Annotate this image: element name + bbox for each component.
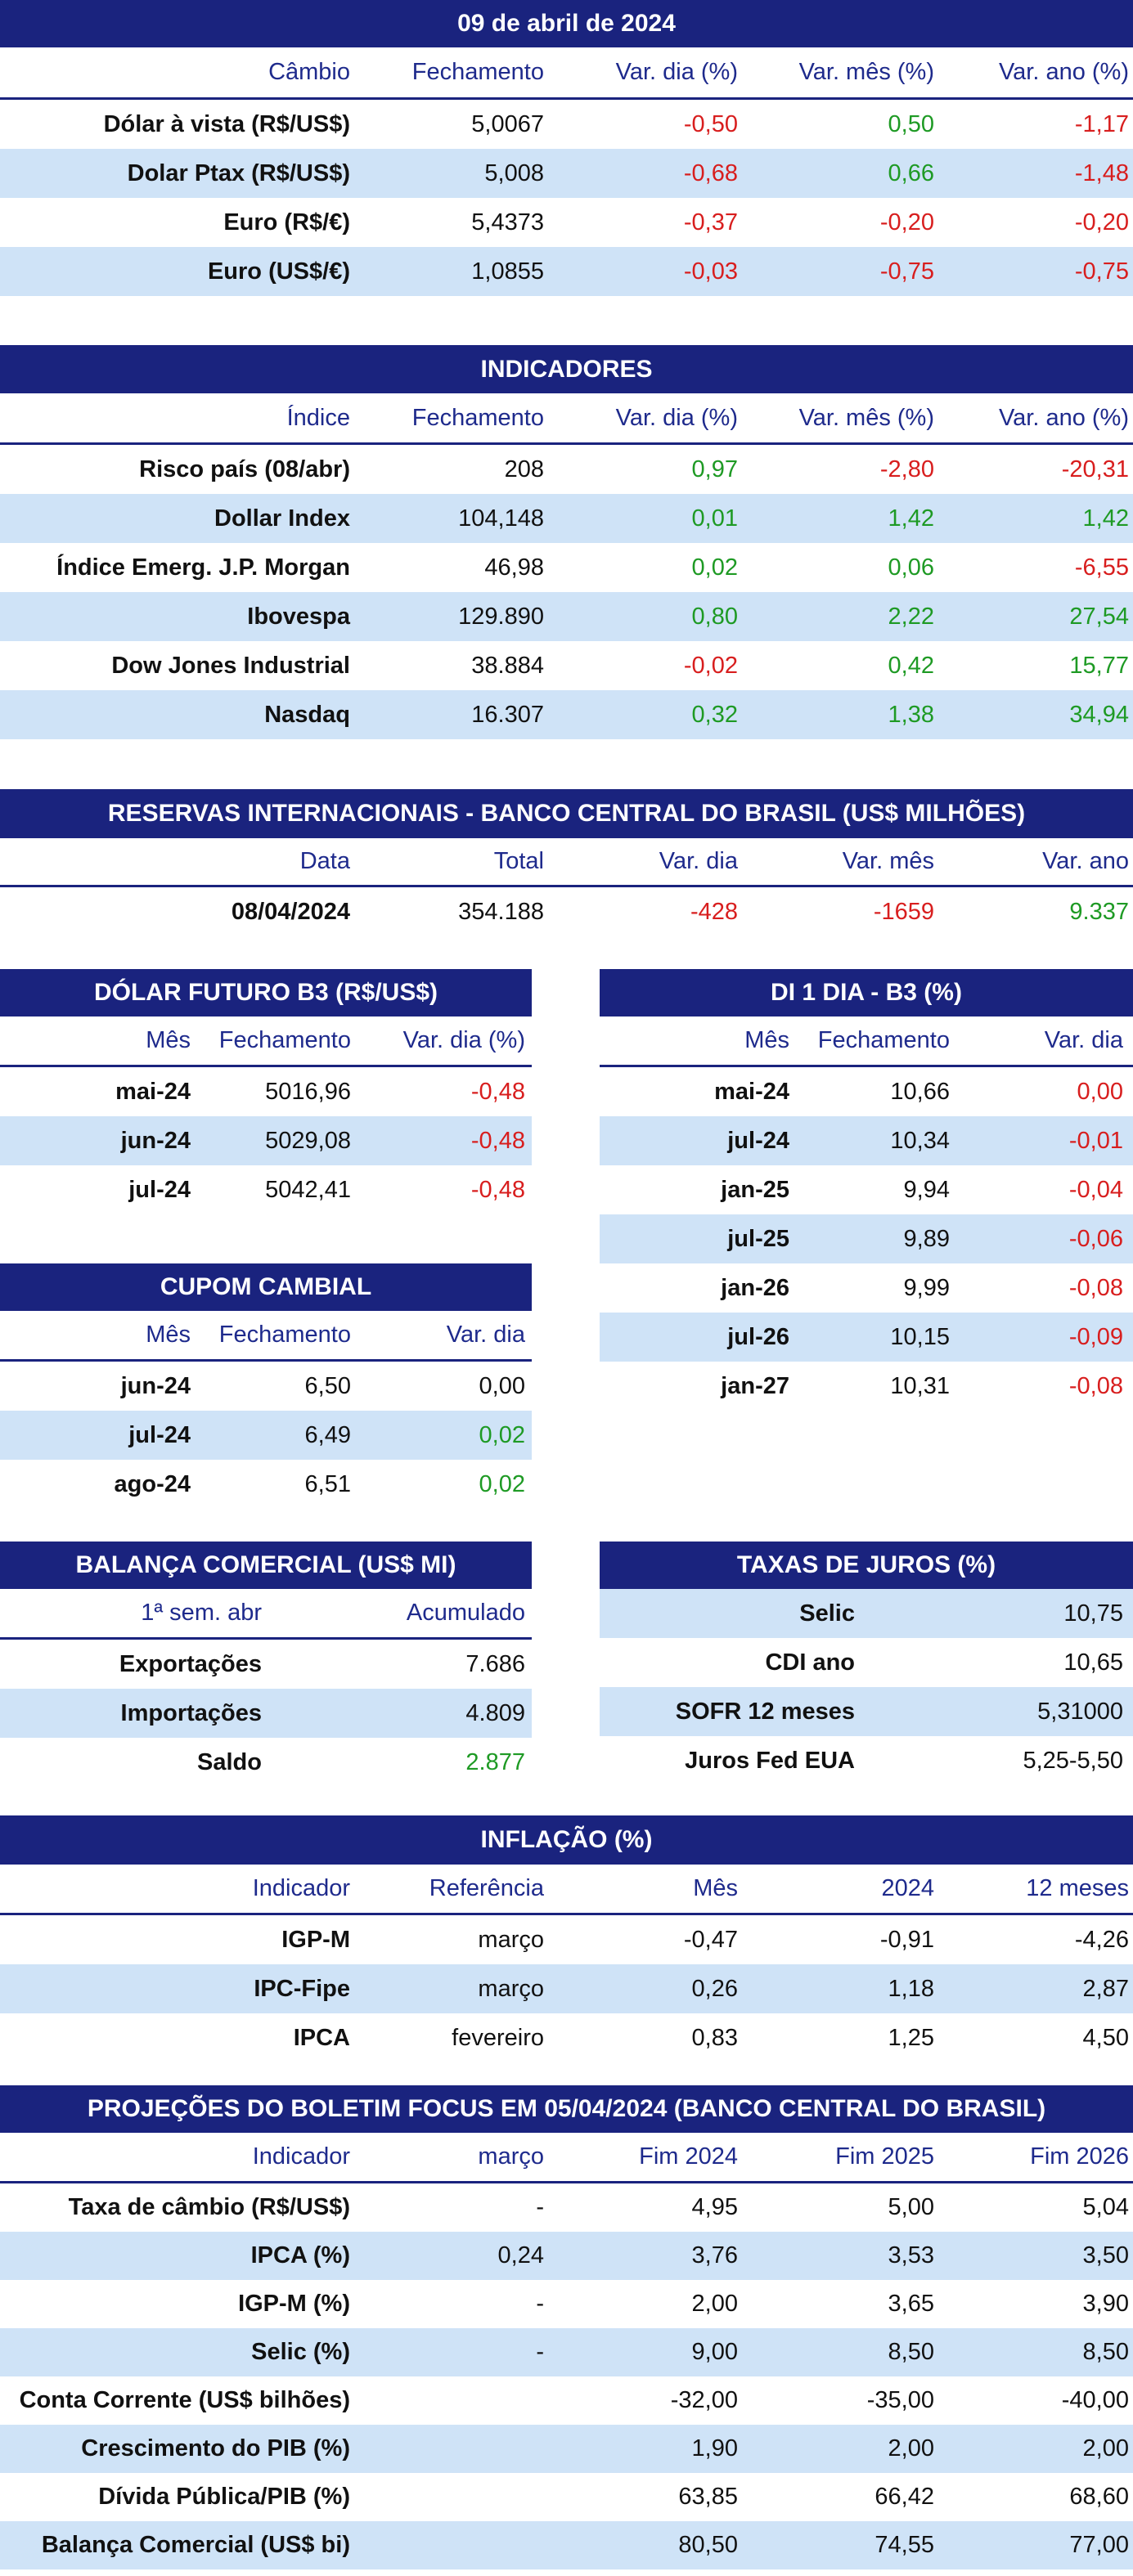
balanca-comercial-rows [0,1640,532,1787]
closing-value: 6,49 [304,1421,351,1448]
end-2025-value: 3,65 [888,2291,934,2317]
month-label: jan-25 [721,1176,789,1203]
reservas-title: RESERVAS INTERNACIONAIS - BANCO CENTRAL DO BRASIL (US$ MILHÕES) [0,789,1133,838]
row-label: Índice Emerg. J.P. Morgan [56,554,350,581]
accumulated-value: 2.877 [465,1748,525,1775]
table-row [0,1165,532,1214]
row-label: Ibovespa [247,603,350,630]
end-2026-value: 3,90 [1082,2291,1129,2317]
table-row [600,1313,1133,1362]
table-row [0,100,1133,149]
di1-column-headers [600,1016,1133,1067]
table-row [0,2328,1133,2376]
row-label: IPC-Fipe [254,1975,350,2002]
column-header: Fechamento [411,59,544,85]
closing-value: 5,4373 [471,209,544,236]
table-row [0,1689,532,1738]
column-header: Acumulado [406,1600,525,1626]
reference-value: fevereiro [452,2024,544,2051]
row-label: Importações [120,1699,262,1726]
day-change: -0,08 [1068,1274,1123,1301]
year-change: 1,42 [1082,505,1129,532]
column-header: Fechamento [817,1027,950,1053]
month-change: 0,50 [888,110,934,137]
month-change: -0,20 [879,209,934,236]
table-row [0,494,1133,543]
month-change: 1,38 [888,701,934,728]
column-header: Câmbio [268,59,350,85]
closing-value: 46,98 [484,554,544,581]
reference-value: março [478,1975,544,2002]
day-change: 0,02 [479,1421,525,1448]
inflacao-rows [0,1915,1133,2062]
table-row [0,690,1133,739]
year-change: -1,48 [1074,159,1129,186]
month-change: 0,66 [888,159,934,186]
row-label: Taxa de câmbio (R$/US$) [68,2194,350,2220]
day-change: 0,97 [691,456,738,482]
row-label: Dow Jones Industrial [111,652,350,679]
year-change: 34,94 [1069,701,1129,728]
total-value: 354.188 [458,898,544,925]
row-label: Dolar Ptax (R$/US$) [127,159,350,186]
column-header: Fechamento [218,1027,351,1053]
closing-value: 6,51 [304,1470,351,1497]
month-value: -0,47 [683,1926,738,1953]
row-label: Saldo [197,1748,262,1775]
column-header: 1ª sem. abr [141,1600,262,1626]
closing-value: 10,15 [890,1323,950,1350]
table-row [0,887,1133,936]
cambio-title: 09 de abril de 2024 [0,0,1133,47]
indicadores-rows [0,445,1133,739]
column-header: Var. dia [446,1322,525,1348]
closing-value: 208 [504,456,544,482]
column-header: Fim 2026 [1030,2143,1129,2170]
closing-value: 104,148 [458,505,544,532]
table-row [600,1736,1133,1785]
table-row [600,1638,1133,1687]
end-2025-value: 5,00 [888,2194,934,2220]
closing-value: 5042,41 [265,1176,351,1203]
table-row [0,1738,532,1787]
table-row [0,2280,1133,2328]
inflacao-title: INFLAÇÃO (%) [0,1815,1133,1865]
end-2024-value: 2,00 [691,2291,738,2317]
march-value: 0,24 [497,2242,544,2269]
table-row [600,1214,1133,1263]
month-label: jun-24 [120,1127,191,1154]
rate-value: 10,65 [1063,1649,1123,1676]
accumulated-value: 7.686 [465,1650,525,1677]
column-header: Indicador [252,2143,350,2170]
column-header: Var. dia (%) [615,404,738,431]
column-header: Mês [744,1027,789,1053]
end-2026-value: 77,00 [1069,2532,1129,2558]
cupom-cambial-column-headers [0,1311,532,1362]
day-change: 0,00 [1077,1078,1123,1105]
end-2024-value: 4,95 [691,2194,738,2220]
year-change: -0,75 [1074,258,1129,285]
month-value: 0,83 [691,2024,738,2051]
taxas-juros-table [600,1542,1133,1787]
table-row [0,641,1133,690]
end-2024-value: 1,90 [691,2435,738,2462]
closing-value: 10,31 [890,1372,950,1399]
row-label: Selic (%) [251,2339,350,2365]
dolar-futuro-rows [0,1067,532,1214]
year-change: -1,17 [1074,110,1129,137]
table-row [0,445,1133,494]
indicadores-table [0,345,1133,742]
month-change: -0,75 [879,258,934,285]
table-row [0,2425,1133,2473]
indicadores-title: INDICADORES [0,345,1133,393]
end-2025-value: -35,00 [866,2387,934,2413]
column-header: Fim 2024 [639,2143,738,2170]
end-2024-value: 3,76 [691,2242,738,2269]
month-change: 1,42 [888,505,934,532]
day-change: -0,01 [1068,1127,1123,1154]
month-label: jun-24 [120,1372,191,1399]
table-row [0,2376,1133,2425]
end-2024-value: 80,50 [678,2532,738,2558]
closing-value: 5,0067 [471,110,544,137]
di1-rows [600,1067,1133,1411]
cambio-column-headers [0,47,1133,100]
closing-value: 9,89 [903,1225,950,1252]
table-row [600,1687,1133,1736]
inflacao-column-headers [0,1865,1133,1915]
day-change: -0,08 [1068,1372,1123,1399]
column-header: Fechamento [218,1322,351,1348]
column-header: Fim 2025 [835,2143,934,2170]
column-header: Var. dia (%) [615,59,738,85]
cupom-cambial-title: CUPOM CAMBIAL [0,1263,532,1311]
column-header: Mês [693,1875,738,1901]
end-2026-value: 8,50 [1082,2339,1129,2365]
month-value: 0,26 [691,1975,738,2002]
rate-value: 5,25-5,50 [1023,1747,1123,1774]
day-change: -0,03 [683,258,738,285]
focus-rows [0,2183,1133,2569]
month-label: jan-27 [721,1372,789,1399]
indicadores-column-headers [0,393,1133,445]
year-change: -20,31 [1061,456,1129,482]
taxas-juros-title: TAXAS DE JUROS (%) [600,1542,1133,1589]
table-row [0,149,1133,198]
table-row [600,1165,1133,1214]
rate-value: 5,31000 [1037,1698,1123,1725]
column-header: Var. mês (%) [798,59,934,85]
column-header: Mês [146,1322,191,1348]
reservas-rows [0,887,1133,936]
row-label: IGP-M [281,1926,350,1953]
year-change: 9.337 [1069,898,1129,925]
focus-table [0,2085,1133,2576]
day-change: -0,68 [683,159,738,186]
table-row [0,1915,1133,1964]
balanca-comercial-title: BALANÇA COMERCIAL (US$ MI) [0,1542,532,1589]
day-change: 0,32 [691,701,738,728]
row-label: Nasdaq [264,701,350,728]
day-change: -0,04 [1068,1176,1123,1203]
end-2025-value: 2,00 [888,2435,934,2462]
balanca-comercial-table [0,1542,532,1787]
day-change: -0,48 [470,1176,525,1203]
table-row [0,2232,1133,2280]
table-row [0,2183,1133,2232]
closing-value: 129.890 [458,603,544,630]
di1-title: DI 1 DIA - B3 (%) [600,969,1133,1016]
row-label: CDI ano [765,1649,855,1676]
table-row [0,1640,532,1689]
year-value: 1,18 [888,1975,934,2002]
year-value: 1,25 [888,2024,934,2051]
closing-value: 9,94 [903,1176,950,1203]
cupom-cambial-table [0,1263,532,1509]
year-change: 15,77 [1069,652,1129,679]
day-change: -0,48 [470,1127,525,1154]
day-change: -0,02 [683,652,738,679]
column-header: Total [493,848,544,874]
row-label: Dívida Pública/PIB (%) [98,2484,350,2510]
march-value: - [536,2194,544,2220]
reservas-table [0,789,1133,940]
day-change: -0,37 [683,209,738,236]
column-header: 12 meses [1026,1875,1129,1901]
twelve-month-value: -4,26 [1074,1926,1129,1953]
end-2025-value: 8,50 [888,2339,934,2365]
table-row [0,1460,532,1509]
accumulated-value: 4.809 [465,1699,525,1726]
column-header: 2024 [881,1875,934,1901]
closing-value: 9,99 [903,1274,950,1301]
table-row [0,2473,1133,2521]
table-row [0,1116,532,1165]
end-2026-value: 68,60 [1069,2484,1129,2510]
end-2026-value: 5,04 [1082,2194,1129,2220]
column-header: Var. dia (%) [402,1027,525,1053]
row-label: Selic [799,1600,855,1627]
march-value: - [536,2339,544,2365]
month-label: jan-26 [721,1274,789,1301]
column-header: Var. dia [1044,1027,1123,1053]
date-value: 08/04/2024 [231,898,350,925]
end-2025-value: 66,42 [874,2484,934,2510]
row-label: IPCA (%) [250,2242,350,2269]
month-label: mai-24 [115,1078,191,1105]
closing-value: 10,66 [890,1078,950,1105]
row-label: Crescimento do PIB (%) [81,2435,350,2462]
table-row [600,1362,1133,1411]
column-header: Índice [286,404,350,431]
di1-table [600,969,1133,1411]
row-label: Conta Corrente (US$ bilhões) [19,2387,350,2413]
dolar-futuro-title: DÓLAR FUTURO B3 (R$/US$) [0,969,532,1016]
end-2024-value: 9,00 [691,2339,738,2365]
closing-value: 1,0855 [471,258,544,285]
month-change: 0,42 [888,652,934,679]
taxas-juros-rows [600,1589,1133,1785]
table-row [0,1964,1133,2013]
end-2024-value: -32,00 [670,2387,738,2413]
month-label: jul-24 [727,1127,789,1154]
month-change: -1659 [873,898,934,925]
day-change: -0,50 [683,110,738,137]
row-label: Euro (US$/€) [207,258,350,285]
month-label: ago-24 [114,1470,191,1497]
year-change: -0,20 [1074,209,1129,236]
table-row [0,198,1133,247]
table-row [600,1067,1133,1116]
closing-value: 38.884 [471,652,544,679]
march-value: - [536,2291,544,2317]
table-row [0,543,1133,592]
column-header: Data [299,848,350,874]
closing-value: 5,008 [484,159,544,186]
column-header: Var. ano (%) [998,59,1129,85]
row-label: Euro (R$/€) [223,209,350,236]
end-2026-value: 2,00 [1082,2435,1129,2462]
cambio-table [0,0,1133,298]
month-change: 2,22 [888,603,934,630]
row-label: IGP-M (%) [238,2291,350,2317]
row-label: Balança Comercial (US$ bi) [41,2532,350,2558]
table-row [0,1067,532,1116]
month-label: jul-25 [727,1225,789,1252]
day-change: 0,00 [479,1372,525,1399]
month-change: 0,06 [888,554,934,581]
table-row [0,2521,1133,2569]
day-change: 0,01 [691,505,738,532]
column-header: Mês [146,1027,191,1053]
rate-value: 10,75 [1063,1600,1123,1627]
end-2025-value: 74,55 [874,2532,934,2558]
focus-title: PROJEÇÕES DO BOLETIM FOCUS EM 05/04/2024 (BANCO CENTRAL DO BRASIL) [0,2085,1133,2133]
end-2024-value: 63,85 [678,2484,738,2510]
month-label: jul-24 [128,1176,191,1203]
end-2025-value: 3,53 [888,2242,934,2269]
month-change: -2,80 [879,456,934,482]
year-change: -6,55 [1074,554,1129,581]
reference-value: março [478,1926,544,1953]
table-row [600,1263,1133,1313]
column-header: Var. ano [1042,848,1129,874]
reservas-column-headers [0,838,1133,887]
column-header: Fechamento [411,404,544,431]
year-value: -0,91 [879,1926,934,1953]
day-change: 0,02 [691,554,738,581]
column-header: Var. mês [842,848,934,874]
table-row [0,247,1133,296]
dolar-futuro-table [0,969,532,1214]
table-row [600,1589,1133,1638]
end-2026-value: 3,50 [1082,2242,1129,2269]
day-change: -0,09 [1068,1323,1123,1350]
cupom-cambial-rows [0,1362,532,1509]
row-label: Juros Fed EUA [685,1747,855,1774]
table-row [600,1116,1133,1165]
row-label: Risco país (08/abr) [139,456,350,482]
closing-value: 5016,96 [265,1078,351,1105]
inflacao-table [0,1815,1133,2061]
closing-value: 16.307 [471,701,544,728]
table-row [0,2013,1133,2062]
closing-value: 5029,08 [265,1127,351,1154]
row-label: SOFR 12 meses [675,1698,855,1725]
day-change: 0,02 [479,1470,525,1497]
twelve-month-value: 2,87 [1082,1975,1129,2002]
row-label: IPCA [293,2024,350,2051]
row-label: Dollar Index [214,505,350,532]
column-header: Var. ano (%) [998,404,1129,431]
table-row [0,592,1133,641]
column-header: Var. dia [659,848,738,874]
month-label: jul-26 [727,1323,789,1350]
cambio-rows [0,100,1133,296]
column-header: Var. mês (%) [798,404,934,431]
table-row [0,1362,532,1411]
focus-column-headers [0,2133,1133,2183]
column-header: março [478,2143,544,2170]
day-change: 0,80 [691,603,738,630]
year-change: 27,54 [1069,603,1129,630]
closing-value: 6,50 [304,1372,351,1399]
row-label: Exportações [119,1650,262,1677]
month-label: jul-24 [128,1421,191,1448]
dolar-futuro-column-headers [0,1016,532,1067]
column-header: Indicador [252,1875,350,1901]
day-change: -0,06 [1068,1225,1123,1252]
table-row [0,1411,532,1460]
column-header: Referência [429,1875,544,1901]
balanca-comercial-column-headers [0,1589,532,1640]
end-2026-value: -40,00 [1061,2387,1129,2413]
closing-value: 10,34 [890,1127,950,1154]
month-label: mai-24 [714,1078,789,1105]
day-change: -0,48 [470,1078,525,1105]
day-change: -428 [690,898,738,925]
twelve-month-value: 4,50 [1082,2024,1129,2051]
row-label: Dólar à vista (R$/US$) [103,110,350,137]
